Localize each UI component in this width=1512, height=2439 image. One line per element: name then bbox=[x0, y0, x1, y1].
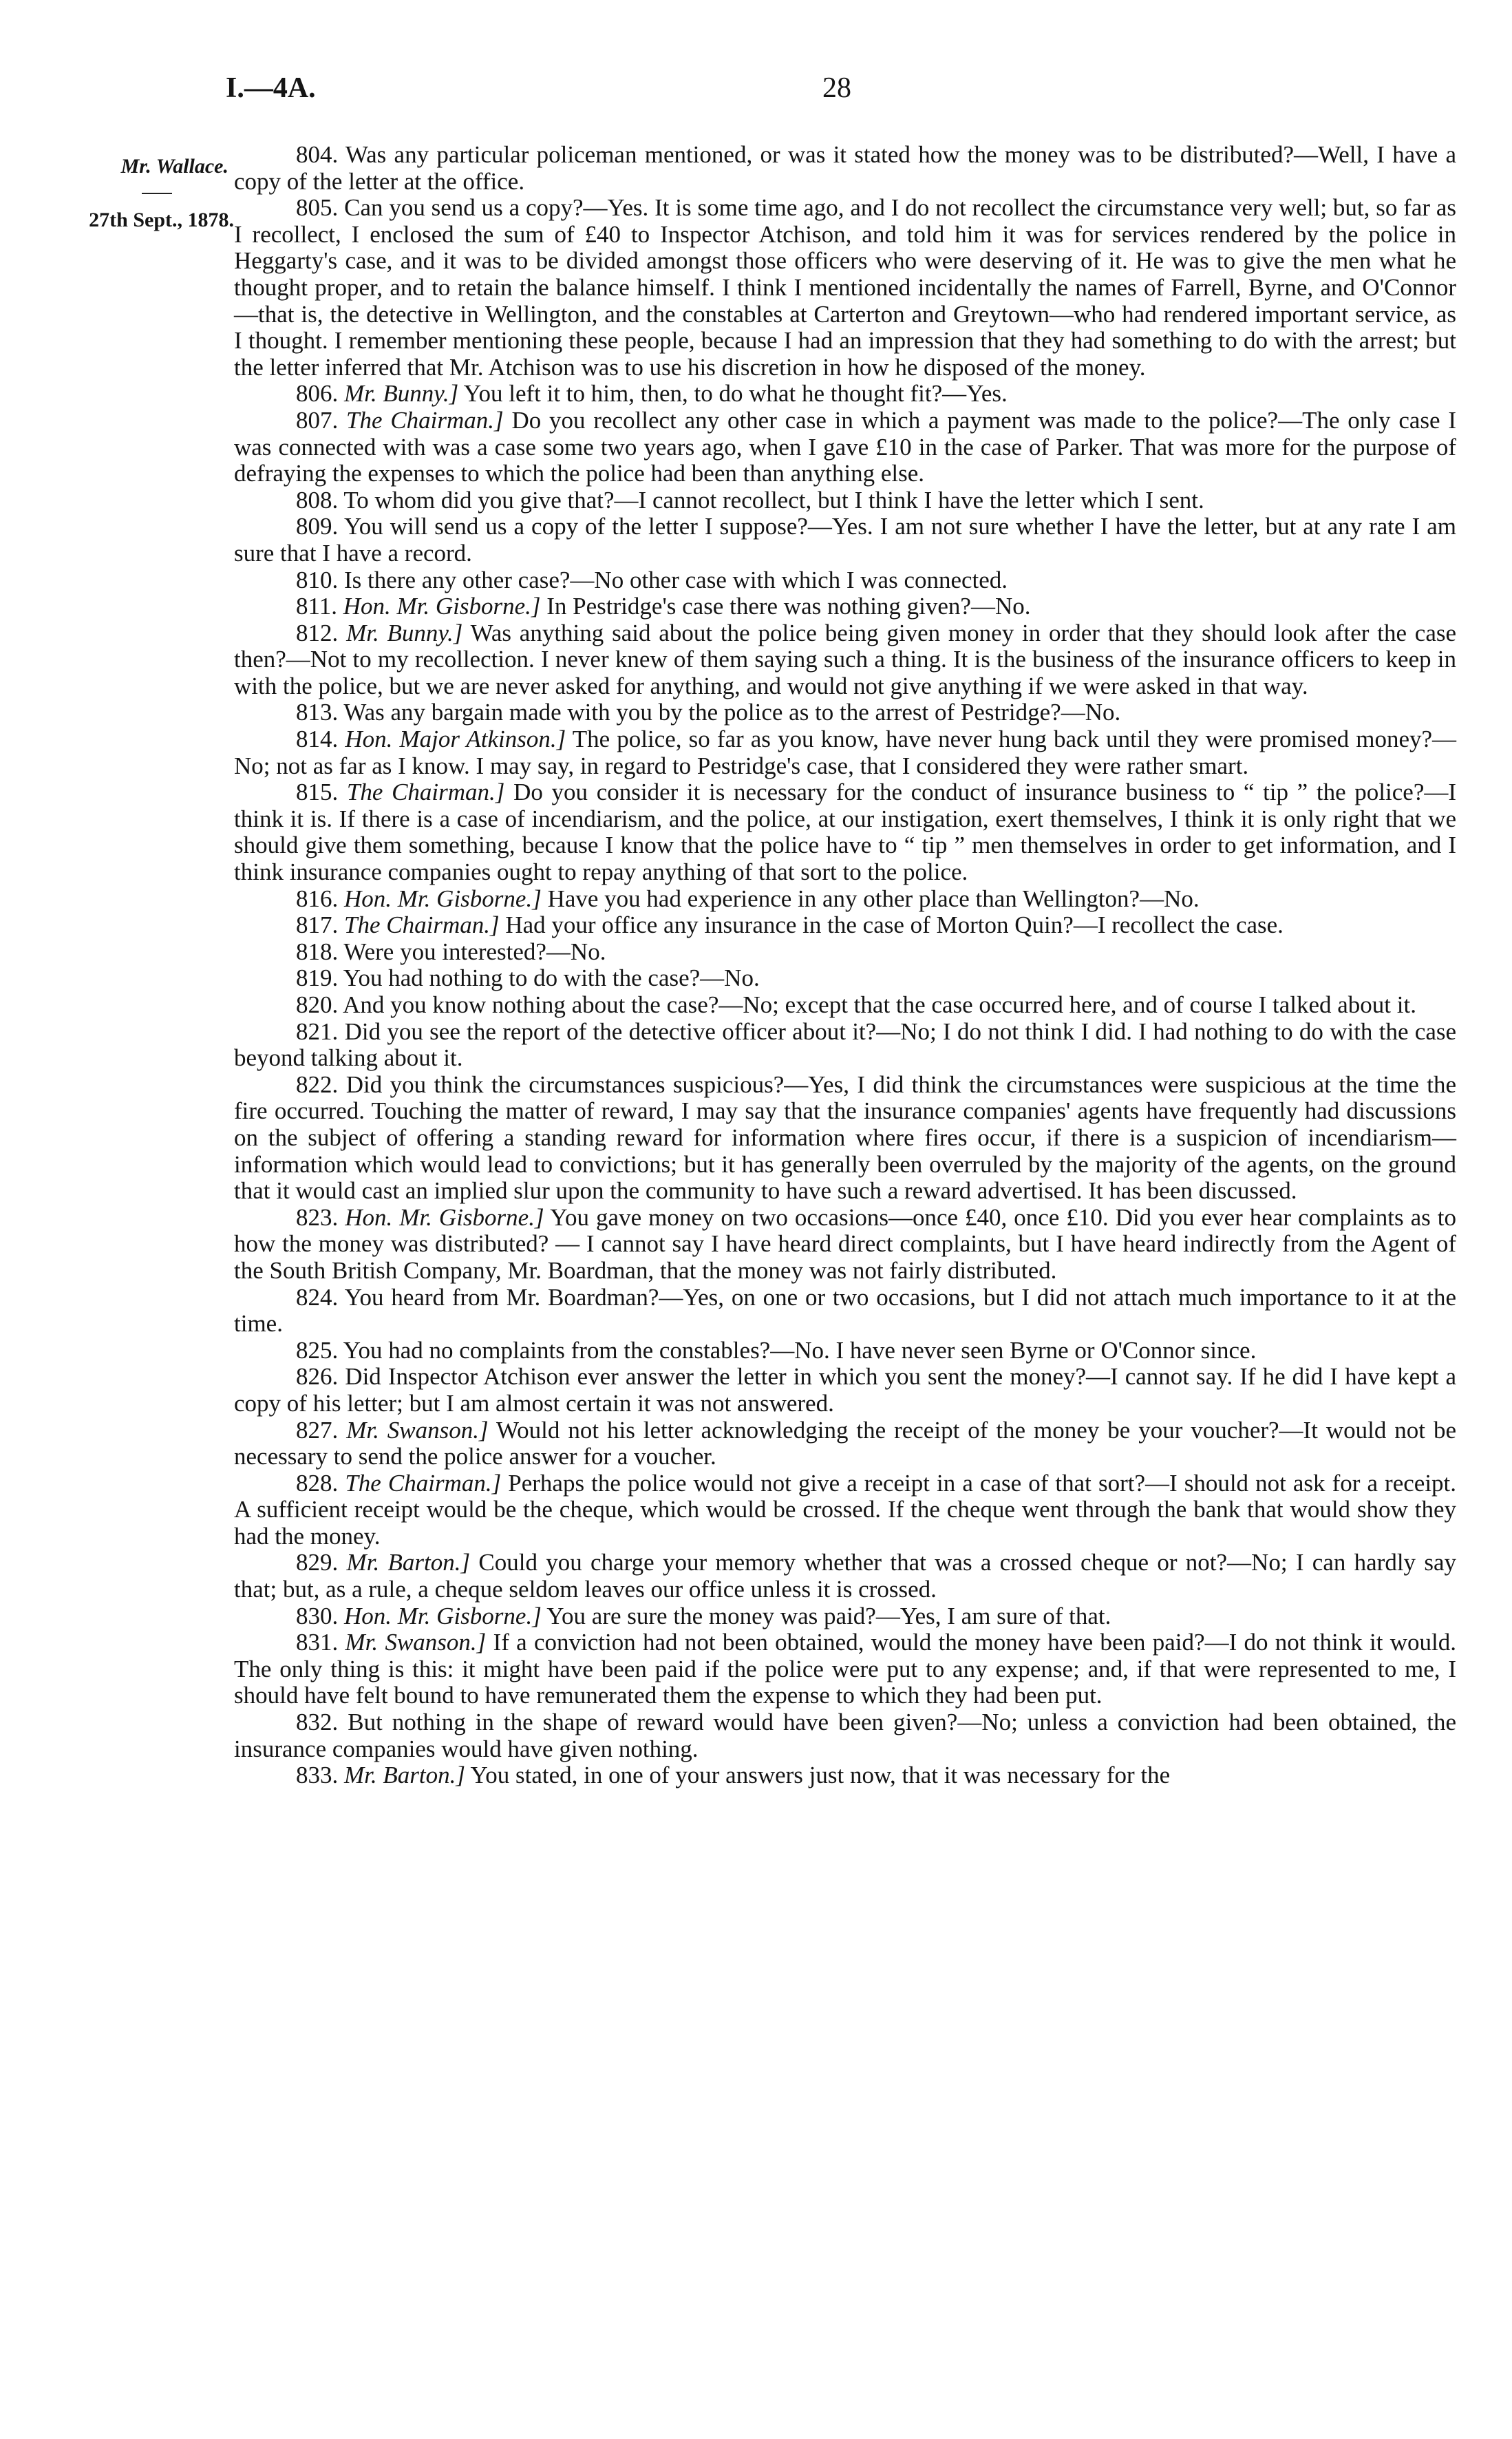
speaker-name: The Chairman.] bbox=[345, 1469, 502, 1497]
question-paragraph bbox=[234, 195, 1456, 381]
question-number: 821. bbox=[296, 1017, 339, 1045]
question-number: 819. bbox=[296, 964, 339, 992]
question-number: 820. bbox=[296, 991, 339, 1018]
question-number: 815. bbox=[296, 779, 339, 806]
question-paragraph bbox=[234, 1417, 1456, 1470]
question-number: 818. bbox=[296, 938, 339, 965]
question-text: Did you see the report of the detective officer about it?—No; I do not think I did. I had nothing to do with the case beyond talking about it. bbox=[234, 1017, 1457, 1072]
question-text: Could you charge your memory whether that was a crossed cheque or not?—No; I can hardly say that; but, as a rule, a cheque seldom leaves our office unless it is crossed. bbox=[234, 1549, 1457, 1603]
question-number: 811. bbox=[296, 593, 337, 620]
question-number: 808. bbox=[296, 486, 339, 514]
speaker-name: Hon. Mr. Gisborne.] bbox=[345, 1203, 544, 1231]
question-paragraph bbox=[234, 1285, 1456, 1338]
question-text: Is there any other case?—No other case with which I was connected. bbox=[344, 566, 1008, 593]
speaker-name: Hon. Major Atkinson.] bbox=[345, 726, 566, 753]
question-paragraph bbox=[234, 1072, 1456, 1205]
question-paragraph bbox=[234, 992, 1456, 1019]
question-number: 817. bbox=[296, 911, 339, 939]
page-number: 28 bbox=[822, 72, 851, 104]
question-text: Was anything said about the police being given money in order that they should look after the case then?—Not to my recollection. I never knew of them saying such a thing. It is the business of the insurance officers to keep in with the police, but we are never asked for anything, and would not give anything if we were asked in that way. bbox=[234, 619, 1457, 699]
question-number: 826. bbox=[296, 1363, 339, 1391]
question-paragraph bbox=[234, 726, 1456, 779]
speaker-name: Mr. Bunny.] bbox=[344, 380, 459, 408]
question-number: 809. bbox=[296, 513, 339, 540]
question-text: And you know nothing about the case?—No; except that the case occurred here, and of course I talked about it. bbox=[343, 991, 1416, 1018]
question-paragraph bbox=[234, 142, 1456, 195]
question-number: 832. bbox=[296, 1709, 339, 1736]
question-paragraph bbox=[234, 593, 1456, 620]
question-paragraph bbox=[234, 699, 1456, 726]
question-paragraph bbox=[234, 567, 1456, 594]
question-paragraph bbox=[234, 408, 1456, 487]
document-reference: I.—4A. bbox=[226, 72, 316, 104]
question-text: Had your office any insurance in the case of Morton Quin?—I recollect the case. bbox=[505, 911, 1284, 939]
question-text: If a conviction had not been obtained, would the money have been paid?—I do not think it would. The only thing is this: it might have been paid if the police were put to any expense; and, if that were represented to me, I should have felt bound to have remunerated them the expense to which they had been put. bbox=[234, 1629, 1456, 1709]
question-paragraph bbox=[234, 1205, 1456, 1285]
question-paragraph bbox=[234, 912, 1456, 939]
question-text: Do you recollect any other case in which a payment was made to the police?—The only case I was connected with was a case some two years ago, when I gave £10 in the case of Parker. That was more for the purpose of defraying the expenses to which the police had been than anything else. bbox=[234, 406, 1456, 487]
question-paragraph bbox=[234, 1762, 1456, 1789]
question-number: 827. bbox=[296, 1416, 339, 1444]
question-paragraph bbox=[234, 1019, 1456, 1072]
question-number: 804. bbox=[296, 141, 339, 168]
question-paragraph bbox=[234, 620, 1456, 700]
question-text: You heard from Mr. Boardman?—Yes, on one or two occasions, but I did not attach much importance to it at the time. bbox=[234, 1283, 1457, 1338]
question-paragraph bbox=[234, 779, 1456, 885]
question-paragraph bbox=[234, 1709, 1456, 1762]
question-number: 830. bbox=[296, 1602, 339, 1629]
question-number: 806. bbox=[296, 380, 339, 408]
speaker-name: Mr. Bunny.] bbox=[346, 619, 463, 646]
question-text: Perhaps the police would not give a receipt in a case of that sort?—I should not ask for a receipt. A sufficient receipt would be the cheque, which would be crossed. If the cheque went through the bank that would show they had the money. bbox=[234, 1469, 1457, 1550]
question-text: You had no complaints from the constables?—No. I have never seen Byrne or O'Connor since. bbox=[343, 1336, 1257, 1364]
question-number: 805. bbox=[296, 194, 339, 222]
question-paragraph bbox=[234, 886, 1456, 913]
evidence-text bbox=[234, 142, 1456, 1789]
question-number: 813. bbox=[296, 699, 339, 726]
question-number: 833. bbox=[296, 1762, 339, 1789]
speaker-name: Hon. Mr. Gisborne.] bbox=[344, 1602, 542, 1629]
question-paragraph bbox=[234, 1629, 1456, 1709]
question-paragraph bbox=[234, 381, 1456, 408]
question-number: 825. bbox=[296, 1336, 339, 1364]
question-paragraph bbox=[234, 1470, 1456, 1550]
question-text: But nothing in the shape of reward would have been given?—No; unless a conviction had been obtained, the insurance companies would have given nothing. bbox=[234, 1709, 1456, 1762]
question-text: Did you think the circumstances suspicious?—Yes, I did think the circumstances were suspicious at the time the fire occurred. Touching the matter of reward, I may say that the insurance companies' agents have frequently had discussions on the subject of offering a standing reward for information where fires occur, if there is a suspicion of incendiarism—information which would lead to convictions; but it has generally been overruled by the majority of the agents, on the ground that it would cast an implied slur upon the community to have such a reward advertised. It has been discussed. bbox=[234, 1070, 1456, 1205]
question-text: To whom did you give that?—I cannot recollect, but I think I have the letter which I sent. bbox=[343, 486, 1204, 514]
question-paragraph bbox=[234, 1603, 1456, 1630]
question-text: You left it to him, then, to do what he thought fit?—Yes. bbox=[463, 380, 1008, 408]
speaker-name: Hon. Mr. Gisborne.] bbox=[343, 593, 541, 620]
question-paragraph bbox=[234, 487, 1456, 514]
question-text: In Pestridge's case there was nothing given?—No. bbox=[546, 593, 1031, 620]
question-text: Do you consider it is necessary for the conduct of insurance business to “ tip ” the police?—I think it is. If there is a case of incendiarism, and the police, at our instigation, exert themselves, I think it is only right that we should give them something, because I know that the police have to “ tip ” men themselves in order to get information, and I think insurance companies ought to repay anything of that sort to the police. bbox=[234, 779, 1457, 886]
question-number: 828. bbox=[296, 1469, 339, 1497]
speaker-name: The Chairman.] bbox=[346, 406, 504, 434]
question-number: 816. bbox=[296, 885, 339, 912]
speaker-name: Mr. Barton.] bbox=[344, 1762, 465, 1789]
question-text: You are sure the money was paid?—Yes, I am sure of that. bbox=[546, 1602, 1111, 1629]
margin-rule bbox=[142, 193, 172, 194]
question-number: 831. bbox=[296, 1629, 339, 1656]
speaker-name: Mr. Barton.] bbox=[346, 1549, 471, 1576]
question-text: You stated, in one of your answers just now, that it was necessary for the bbox=[470, 1762, 1171, 1789]
question-text: Would not his letter acknowledging the receipt of the money be your voucher?—It would not be necessary to send the police answer for a voucher. bbox=[234, 1416, 1457, 1470]
speaker-name: Mr. Swanson.] bbox=[346, 1416, 489, 1444]
question-text: Can you send us a copy?—Yes. It is some time ago, and I do not recollect the circumstance very well; but, so far as I recollect, I enclosed the sum of £40 to Inspector Atchison, and told him it was for services rendered by the police in Heggarty's case, and it was to be divided amongst those officers who were deserving of it. He was to give the men what he thought proper, and to retain the balance himself. I think I mentioned incidentally the names of Farrell, Byrne, and O'Connor—that is, the detective in Wellington, and the constables at Carterton and Greytown—who had rendered important service, as I thought. I remember mentioning these people, because I had an impression that they had something to do with the arrest; but the letter inferred that Mr. Atchison was to use his discretion in how he disposed of the money. bbox=[234, 194, 1457, 381]
margin-witness-name: Mr. Wallace. bbox=[120, 155, 228, 178]
question-text: Were you interested?—No. bbox=[343, 938, 606, 965]
question-paragraph bbox=[234, 514, 1456, 567]
question-number: 829. bbox=[296, 1549, 339, 1576]
question-paragraph bbox=[234, 1550, 1456, 1603]
question-number: 823. bbox=[296, 1203, 339, 1231]
question-text: The police, so far as you know, have never hung back until they were promised money?—No; not as far as I know. I may say, in regard to Pestridge's case, that I considered they were rather smart. bbox=[234, 726, 1457, 779]
question-text: You had nothing to do with the case?—No. bbox=[343, 964, 760, 992]
question-number: 814. bbox=[296, 726, 339, 753]
question-paragraph bbox=[234, 1364, 1456, 1417]
margin-date: 27th Sept., 1878. bbox=[89, 209, 234, 231]
question-number: 807. bbox=[296, 406, 339, 434]
speaker-name: The Chairman.] bbox=[344, 911, 500, 939]
question-number: 822. bbox=[296, 1070, 339, 1098]
page-header bbox=[0, 69, 1512, 110]
speaker-name: Hon. Mr. Gisborne.] bbox=[344, 885, 542, 912]
margin-notes bbox=[41, 153, 234, 234]
question-text: Have you had experience in any other place than Wellington?—No. bbox=[547, 885, 1200, 912]
question-text: Did Inspector Atchison ever answer the letter in which you sent the money?—I cannot say. If he did I have kept a copy of his letter; but I am almost certain it was not answered. bbox=[234, 1363, 1457, 1417]
question-text: You will send us a copy of the letter I suppose?—Yes. I am not sure whether I have the letter, but at any rate I am sure that I have a record. bbox=[234, 513, 1456, 567]
question-paragraph bbox=[234, 939, 1456, 966]
speaker-name: The Chairman.] bbox=[346, 779, 505, 806]
question-text: Was any bargain made with you by the police as to the arrest of Pestridge?—No. bbox=[343, 699, 1121, 726]
question-text: You gave money on two occasions—once £40, once £10. Did you ever hear complaints as to how the money was distributed? — I cannot say I have heard direct complaints, but I have heard indirectly from the Agent of the South British Company, Mr. Boardman, that the money was not fairly distributed. bbox=[234, 1203, 1456, 1284]
question-number: 810. bbox=[296, 566, 339, 593]
question-paragraph bbox=[234, 965, 1456, 992]
question-paragraph bbox=[234, 1338, 1456, 1364]
speaker-name: Mr. Swanson.] bbox=[345, 1629, 487, 1656]
question-text: Was any particular policeman mentioned, or was it stated how the money was to be distributed?—Well, I have a copy of the letter at the office. bbox=[234, 141, 1456, 195]
question-number: 824. bbox=[296, 1283, 339, 1311]
question-number: 812. bbox=[296, 619, 339, 646]
